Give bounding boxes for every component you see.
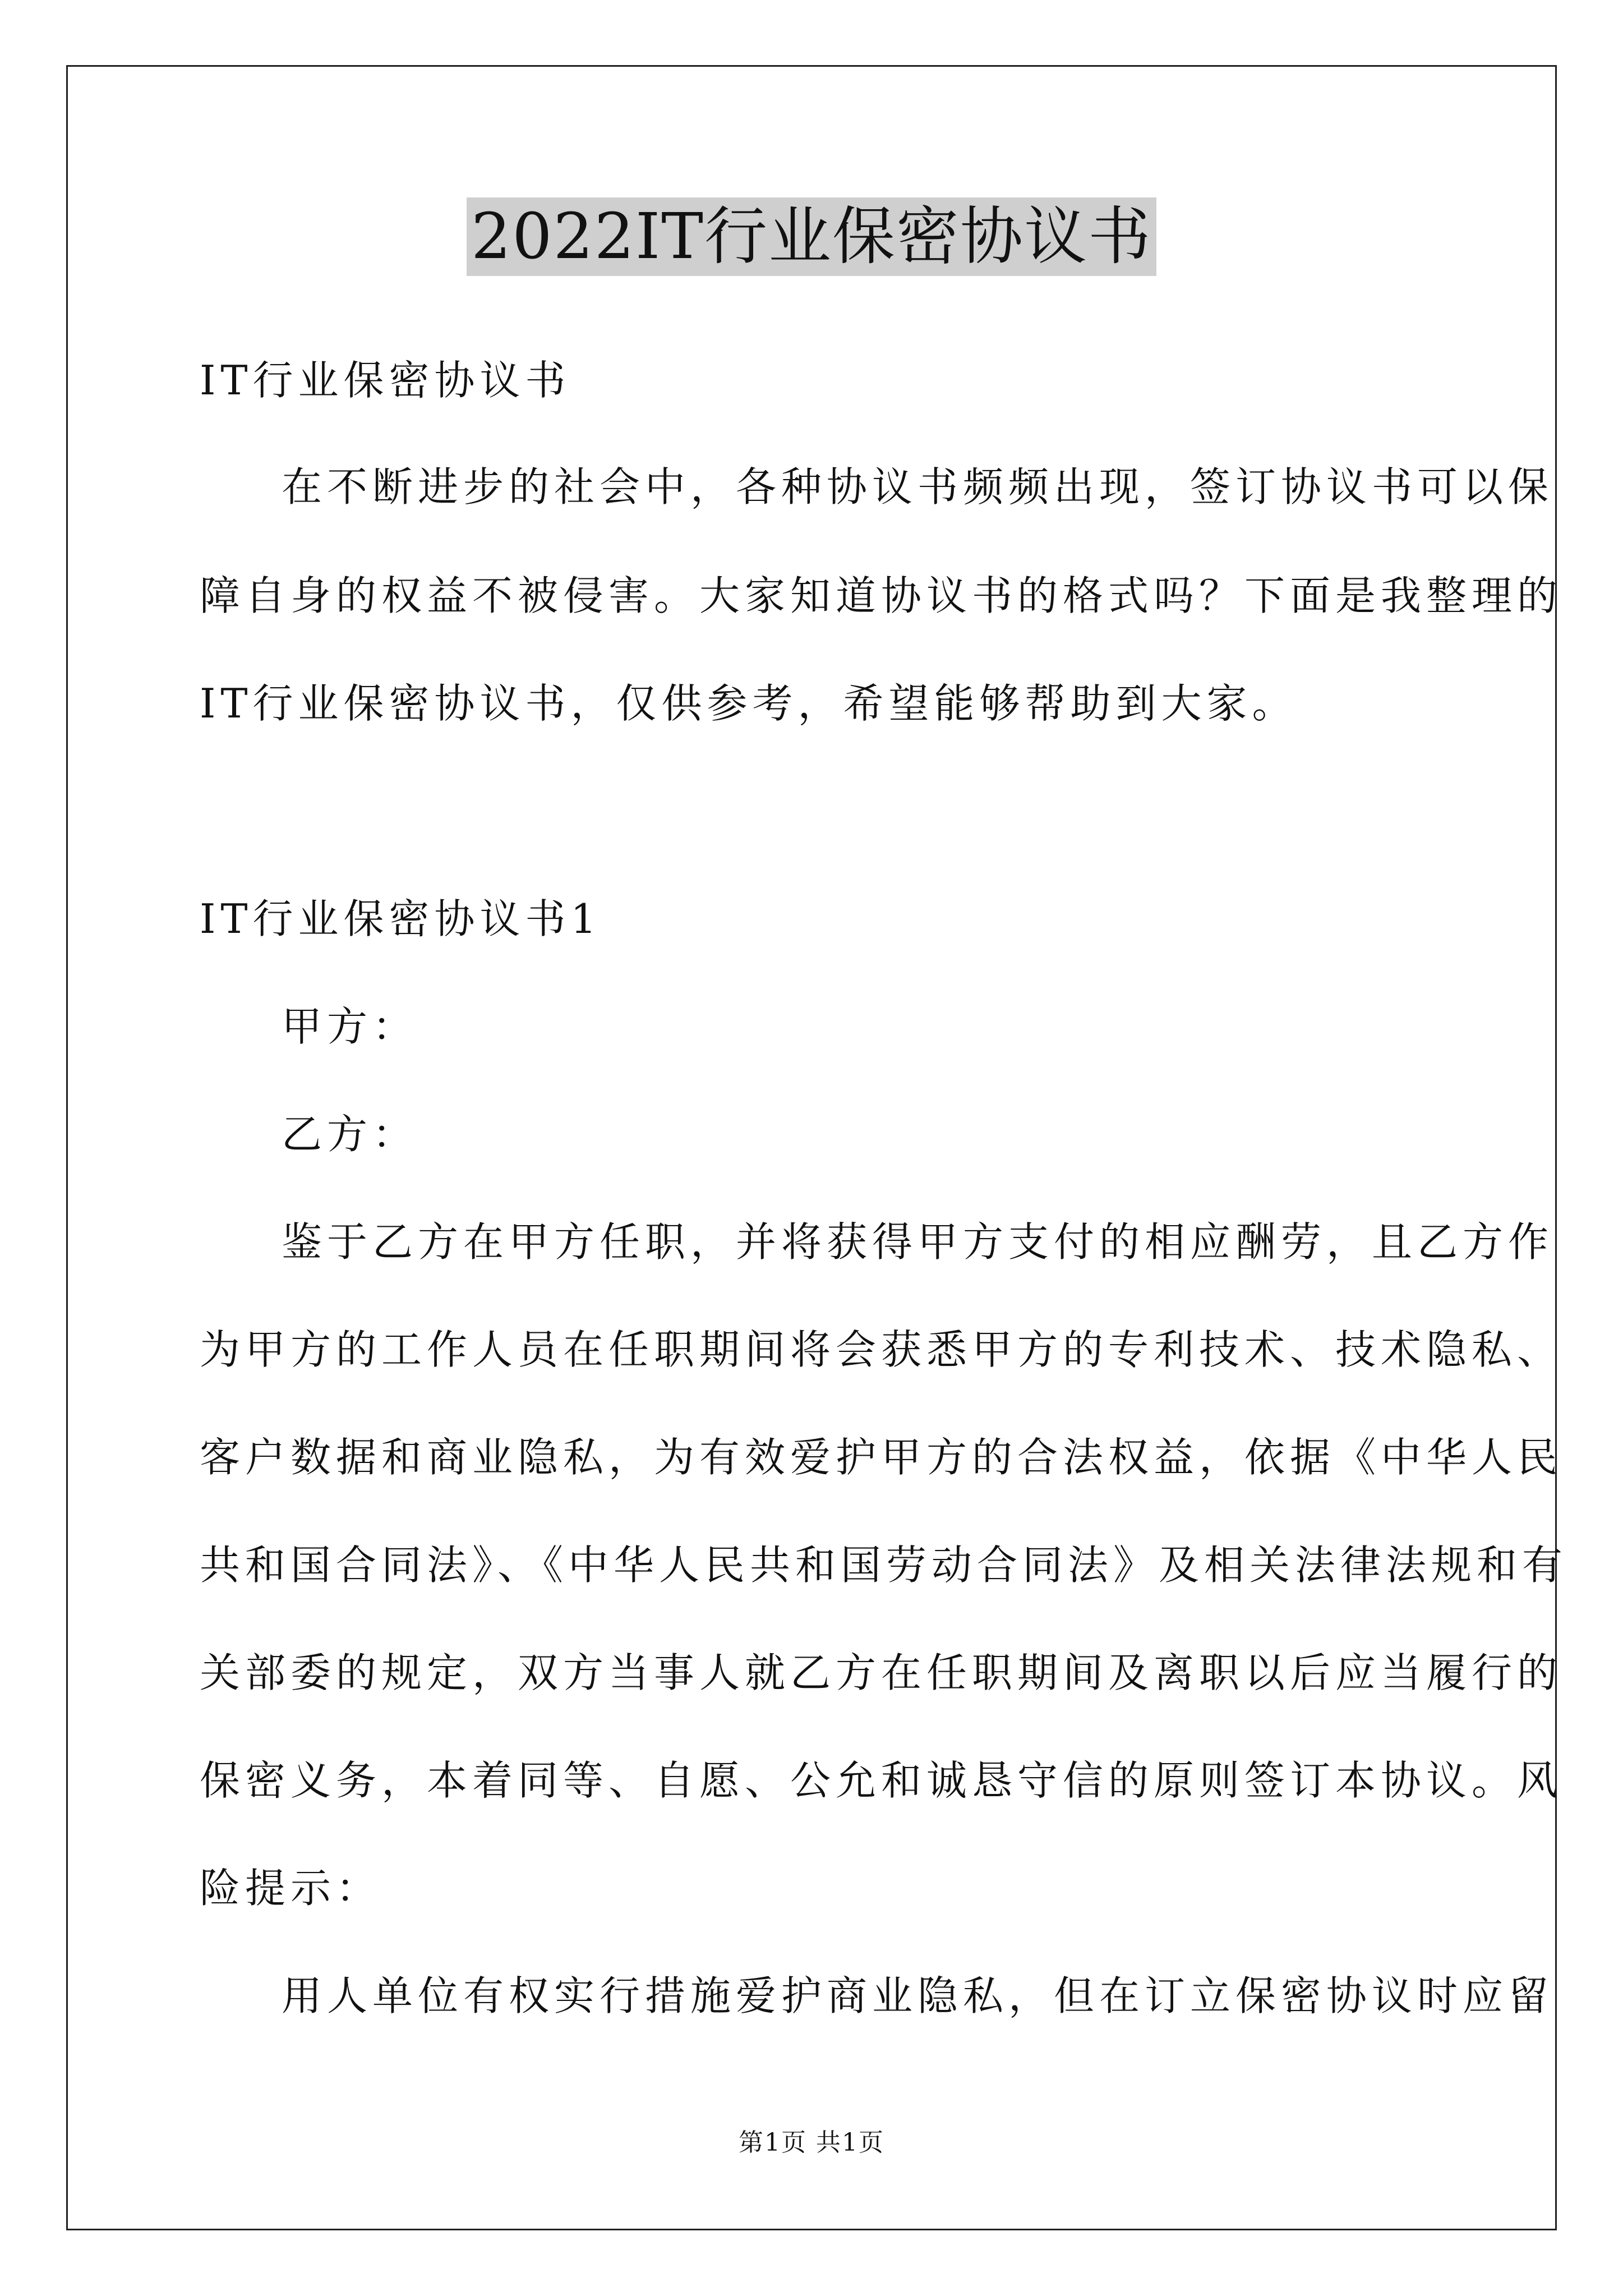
paragraph-line: 客户数据和商业隐私，为有效爱护甲方的合法权益，依据《中华人民 xyxy=(200,1434,1563,1481)
paragraph-line: 保密义务，本着同等、自愿、公允和诚恳守信的原则签订本协议。风 xyxy=(200,1757,1563,1804)
document-title: 2022IT行业保密协议书 xyxy=(467,197,1156,276)
paragraph-line: 险提示： xyxy=(200,1865,382,1912)
paragraph-line: 关部委的规定，双方当事人就乙方在任职期间及离职以后应当履行的 xyxy=(200,1649,1563,1696)
party-a-label: 甲方： xyxy=(282,1003,418,1050)
title-container xyxy=(0,197,1623,276)
party-b-label: 乙方： xyxy=(282,1111,418,1158)
section-heading: IT行业保密协议书 xyxy=(200,357,571,404)
paragraph-line: 障自身的权益不被侵害。大家知道协议书的格式吗？下面是我整理的 xyxy=(200,572,1563,619)
paragraph-line: 在不断进步的社会中，各种协议书频频出现，签订协议书可以保 xyxy=(282,463,1554,510)
paragraph-line: 共和国合同法》、《中华人民共和国劳动合同法》及相关法律法规和有 xyxy=(200,1542,1568,1589)
paragraph-line: 为甲方的工作人员在任职期间将会获悉甲方的专利技术、技术隐私、 xyxy=(200,1326,1563,1373)
paragraph-line: IT行业保密协议书，仅供参考，希望能够帮助到大家。 xyxy=(200,680,1298,727)
page-footer: 第1页 共1页 xyxy=(739,2128,884,2157)
paragraph-line: 用人单位有权实行措施爱护商业隐私，但在订立保密协议时应留 xyxy=(282,1972,1554,2019)
paragraph-line: 鉴于乙方在甲方任职，并将获得甲方支付的相应酬劳，且乙方作 xyxy=(282,1218,1554,1266)
section-heading: IT行业保密协议书1 xyxy=(200,895,602,942)
